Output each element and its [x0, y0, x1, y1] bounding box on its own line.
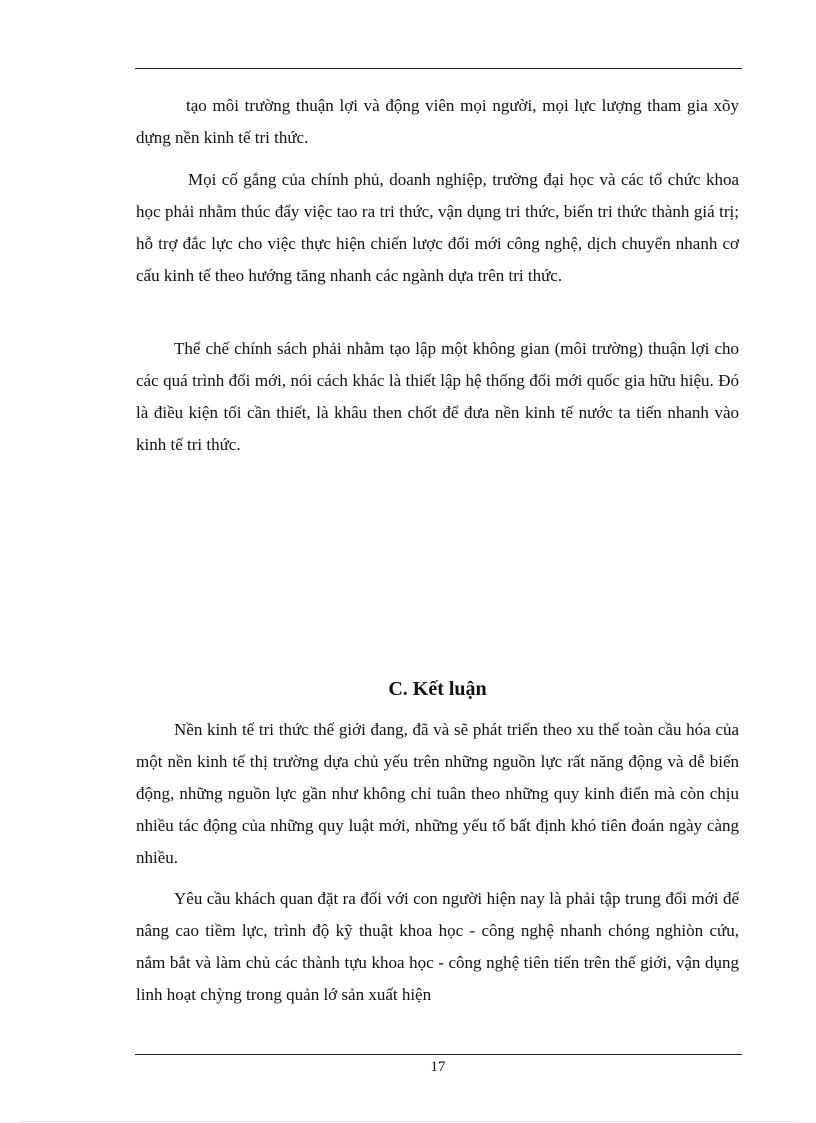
page-boundary	[20, 1121, 796, 1122]
section-heading: C. Kết luận	[388, 678, 487, 700]
body-paragraph-3: Thể chế chính sách phải nhằm tạo lập một không gian (môi trường) thuận lợi cho các quá trình đổi mới, nói cách khác là thiết lập hệ thống đổi mới quốc gia hữu hiệu. Đó là điều kiện tối cần thiết, là khâu then chốt để đưa nền kinh tế nước ta tiến nhanh vào kinh tế tri thức.	[136, 339, 739, 454]
page-number: 17	[430, 1059, 446, 1075]
conclusion-paragraph-1: Nền kinh tế tri thức thế giới đang, đã và sẽ phát triển theo xu thế toàn cầu hóa của một nền kinh tế thị trường dựa chủ yếu trên những nguồn lực rất năng động và dễ biến động, những nguồn lực gần như không chỉ tuân theo những quy kinh điển mà còn chịu nhiều tác động của những quy luật mới, những yếu tố bất định khó tiên đoán ngày càng nhiều.	[136, 720, 739, 867]
header-rule	[135, 68, 742, 69]
body-paragraph-1: tạo môi trường thuận lợi và động viên mọi người, mọi lực lượng tham gia xõy dựng nền kinh tế tri thức.	[136, 96, 739, 147]
conclusion-paragraph-2: Yêu cầu khách quan đặt ra đối với con người hiện nay là phải tập trung đổi mới để nâng cao tiềm lực, trình độ kỹ thuật khoa học - công nghệ nhanh chóng nghiòn cứu, nắm bắt và làm chủ các thành tựu khoa học - công nghệ tiên tiến trên thế giới, vận dụng linh hoạt chỳng trong quản lớ sản xuất hiện	[136, 889, 739, 1004]
body-paragraph-2: Mọi cố gắng của chính phủ, doanh nghiệp, trường đại học và các tổ chức khoa học phải nhằm thúc đẩy việc tao ra tri thức, vận dụng tri thức, biến tri thức thành giá trị; hỗ trợ đắc lực cho việc thực hiện chiến lược đổi mới công nghệ, dịch chuyển nhanh cơ cấu kinh tế theo hướng tăng nhanh các ngành dựa trên tri thức.	[136, 170, 739, 285]
footer-rule	[135, 1054, 742, 1055]
